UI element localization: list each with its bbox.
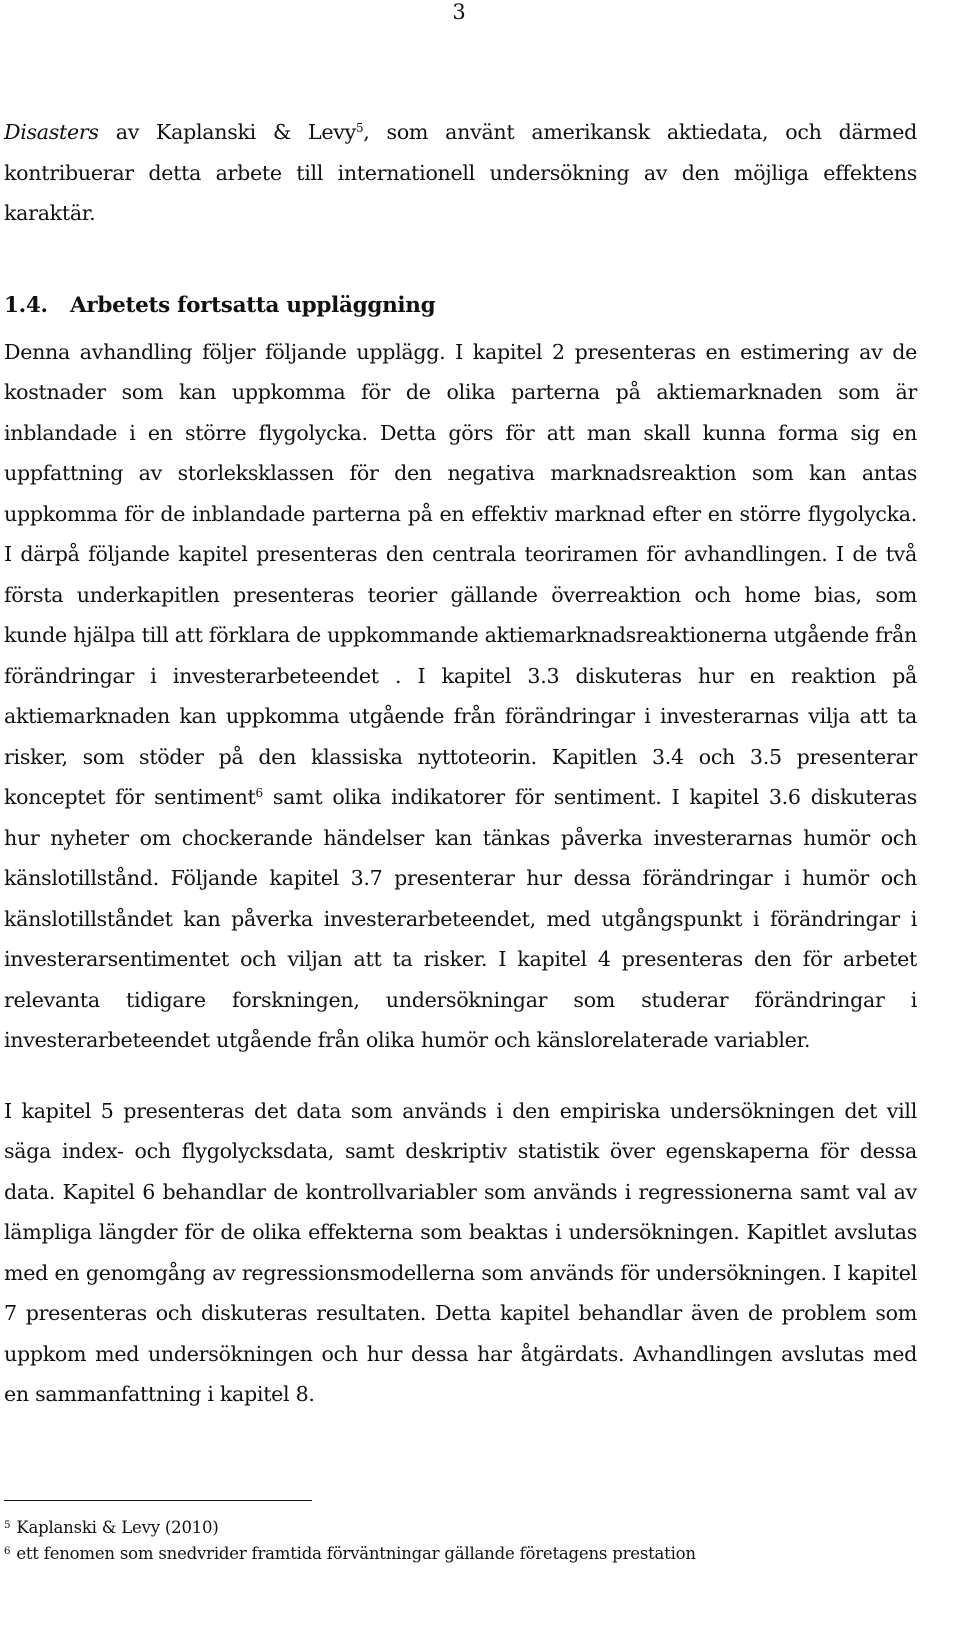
intro-emphasis: Disasters	[4, 120, 99, 144]
footnote-text: Kaplanski & Levy (2010)	[16, 1518, 219, 1537]
outline-text-b: samt olika indikatorer för sentiment. I kapitel 3.6 diskuteras hur nyheter om chockerande händelser kan tänkas påverka investerarnas humör och känslotillstånd. Följande kapitel 3.7 presenterar hur dessa förändringar i humör och känslotillståndet kan påverka investerarbeteendet, med utgångspunkt i förändringar i investerarsentimentet och viljan att ta risker. I kapitel 4 presenteras den för arbetet relevanta tidigare forskningen, undersökningar som studerar förändringar i investerarbeteendet utgående från olika humör och känslorelaterade variabler.	[4, 785, 917, 1052]
page-number: 3	[452, 0, 466, 24]
section-title: Arbetets fortsatta uppläggning	[70, 292, 436, 318]
document-body	[4, 112, 917, 1415]
footnote-text: ett fenomen som snedvrider framtida förväntningar gällande företagens prestation	[16, 1544, 696, 1563]
chapters-paragraph: I kapitel 5 presenteras det data som används i den empiriska undersökningen det vill säga index- och flygolycksdata, samt deskriptiv statistik över egenskaperna för dessa data. Kapitel 6 behandlar de kontrollvariabler som används i regressionerna samt val av lämpliga längder för de olika effekterna som beaktas i undersökningen. Kapitlet avslutas med en genomgång av regressionsmodellerna som används för undersökningen. I kapitel 7 presenteras och diskuteras resultaten. Detta kapitel behandlar även de problem som uppkom med undersökningen och hur dessa har åtgärdats. Avhandlingen avslutas med en sammanfattning i kapitel 8.	[4, 1098, 917, 1406]
footnote-6	[4, 1541, 917, 1567]
outline-text-a: Denna avhandling följer följande upplägg. I kapitel 2 presenteras en estimering av de kostnader som kan uppkomma för de olika parterna på aktiemarknaden som är inblandade i en större flygolycka. Detta görs för att man skall kunna forma sig en uppfattning av storleksklassen för den negativa marknadsreaktion som kan antas uppkomma för de inblandade parterna på en effektiv marknad efter en större flygolycka. I därpå följande kapitel presenteras den centrala teoriramen för avhandlingen. I de två första underkapitlen presenteras teorier gällande överreaktion och home bias, som kunde hjälpa till att förklara de uppkommande aktiemarknadsreaktionerna utgående från förändringar i investerarbeteendet . I kapitel 3.3 diskuteras hur en reaktion på aktiemarknaden kan uppkomma utgående från förändringar i investerarnas vilja att ta risker, som stöder på den klassiska nyttoteorin. Kapitlen 3.4 och 3.5 presenterar konceptet för sentiment	[4, 339, 917, 809]
section-number: 1.4.	[4, 292, 48, 318]
outline-paragraph	[4, 332, 917, 1061]
intro-text-a: av Kaplanski & Levy	[98, 120, 356, 144]
footnote-number: 5	[4, 1519, 11, 1531]
footnote-5	[4, 1515, 917, 1541]
intro-paragraph	[4, 112, 917, 234]
footnote-ref-5: 5	[355, 121, 364, 136]
footnote-divider	[4, 1500, 312, 1501]
footnote-number: 6	[4, 1545, 11, 1557]
section-heading	[4, 286, 917, 326]
footnotes	[4, 1515, 917, 1567]
intro-text-b: , som använt amerikansk aktiedata, och därmed kontribuerar detta arbete till internationell undersökning av den möjliga effektens karaktär.	[4, 120, 917, 225]
footnote-ref-6: 6	[255, 786, 263, 801]
